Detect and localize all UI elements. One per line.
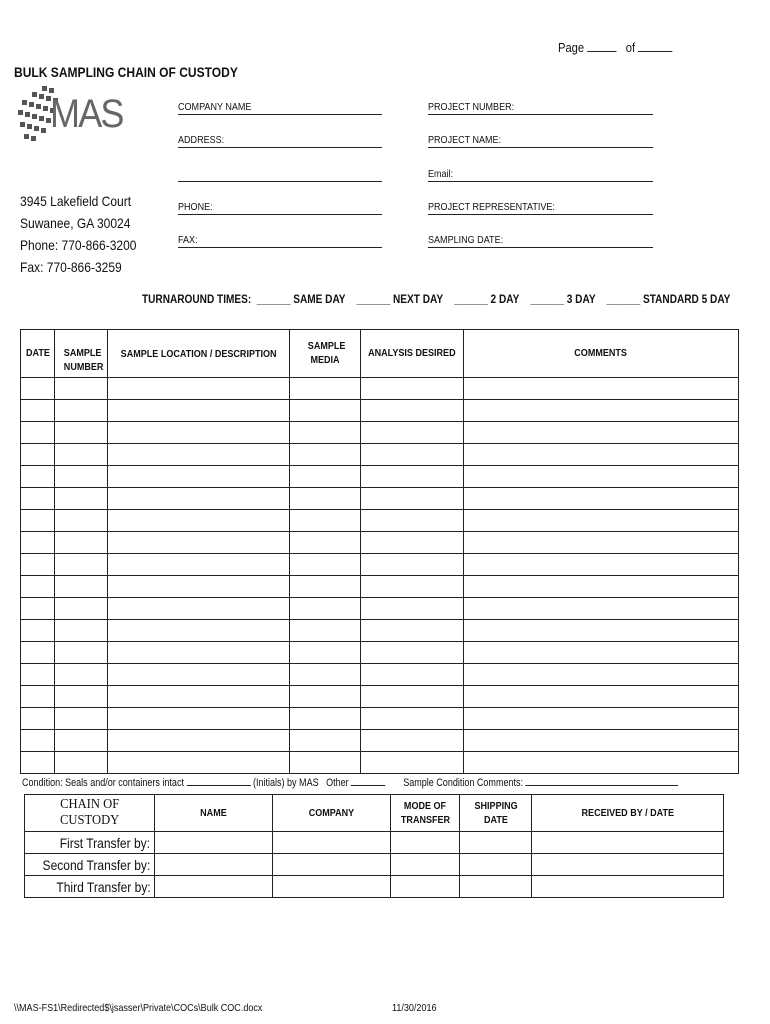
sample-cell-analysis[interactable] — [361, 576, 464, 598]
turnaround-2-day: 2 DAY — [490, 292, 520, 306]
header-analysis: ANALYSIS DESIRED — [361, 330, 464, 378]
form-title: BULK SAMPLING CHAIN OF CUSTODY — [14, 64, 238, 80]
sample-cell-analysis[interactable] — [361, 378, 464, 400]
sample-cell-sample-number[interactable] — [55, 752, 108, 774]
sample-cell-comments[interactable] — [463, 664, 738, 686]
sample-row — [21, 576, 739, 598]
sample-cell-media[interactable] — [290, 664, 361, 686]
sample-cell-comments[interactable] — [463, 488, 738, 510]
coc-second-name[interactable] — [155, 854, 273, 876]
sample-cell-sample-number[interactable] — [55, 708, 108, 730]
company-name-field[interactable] — [178, 96, 382, 115]
sample-cell-date[interactable] — [21, 642, 55, 664]
sample-row — [21, 378, 739, 400]
sample-cell-analysis[interactable] — [361, 466, 464, 488]
address-field[interactable] — [178, 129, 382, 148]
sample-row — [21, 642, 739, 664]
address-street: 3945 Lakefield Court — [20, 193, 132, 209]
coc-second-shipping[interactable] — [460, 854, 532, 876]
sample-row — [21, 422, 739, 444]
sample-cell-sample-number[interactable] — [55, 510, 108, 532]
sample-cell-comments[interactable] — [463, 686, 738, 708]
sample-cell-media[interactable] — [290, 708, 361, 730]
sample-cell-comments[interactable] — [463, 642, 738, 664]
sample-cell-analysis[interactable] — [361, 620, 464, 642]
coc-second-company[interactable] — [273, 854, 391, 876]
sample-cell-sample-number[interactable] — [55, 400, 108, 422]
sample-cell-comments[interactable] — [463, 510, 738, 532]
sample-cell-date[interactable] — [21, 466, 55, 488]
coc-first-shipping[interactable] — [460, 832, 532, 854]
sample-cell-sample-number[interactable] — [55, 378, 108, 400]
coc-third-shipping[interactable] — [460, 876, 532, 898]
sample-cell-media[interactable] — [290, 400, 361, 422]
footer-path: \\MAS-FS1\Redirected$\jsasser\Private\COCs\Bulk COC.docx — [14, 1002, 263, 1014]
sample-cell-analysis[interactable] — [361, 488, 464, 510]
sample-cell-sample-number[interactable] — [55, 576, 108, 598]
sample-cell-date[interactable] — [21, 510, 55, 532]
sample-cell-location[interactable] — [108, 686, 290, 708]
sample-cell-sample-number[interactable] — [55, 642, 108, 664]
sample-cell-media[interactable] — [290, 554, 361, 576]
sample-cell-comments[interactable] — [463, 576, 738, 598]
sample-cell-location[interactable] — [108, 510, 290, 532]
project-number-field[interactable] — [428, 96, 653, 115]
turnaround-3-day: 3 DAY — [566, 292, 596, 306]
sample-cell-location[interactable] — [108, 752, 290, 774]
sample-cell-media[interactable] — [290, 532, 361, 554]
coc-header-mode: MODE OF TRANSFER — [391, 795, 460, 832]
address-label: ADDRESS: — [178, 134, 225, 146]
sample-cell-media[interactable] — [290, 642, 361, 664]
sample-cell-sample-number[interactable] — [55, 730, 108, 752]
sample-cell-location[interactable] — [108, 378, 290, 400]
fax-label: FAX: — [178, 234, 198, 246]
fax-field[interactable] — [178, 229, 382, 248]
sample-cell-sample-number[interactable] — [55, 686, 108, 708]
sample-cell-date[interactable] — [21, 488, 55, 510]
coc-first-name[interactable] — [155, 832, 273, 854]
coc-row-second — [25, 854, 724, 876]
sample-cell-comments[interactable] — [463, 752, 738, 774]
sample-cell-date[interactable] — [21, 730, 55, 752]
sample-cell-media[interactable] — [290, 620, 361, 642]
sample-cell-analysis[interactable] — [361, 400, 464, 422]
sample-cell-comments[interactable] — [463, 730, 738, 752]
sample-cell-analysis[interactable] — [361, 598, 464, 620]
sample-cell-location[interactable] — [108, 466, 290, 488]
sample-cell-media[interactable] — [290, 466, 361, 488]
company-name-label: COMPANY NAME — [178, 101, 252, 113]
sample-cell-comments[interactable] — [463, 532, 738, 554]
sample-row — [21, 664, 739, 686]
coc-header-shipping: SHIPPING DATE — [460, 795, 532, 832]
coc-second-received[interactable] — [532, 854, 724, 876]
sample-cell-analysis[interactable] — [361, 664, 464, 686]
condition-initials-label: (Initials) by MAS — [252, 777, 319, 789]
sample-cell-location[interactable] — [108, 730, 290, 752]
sample-cell-location[interactable] — [108, 444, 290, 466]
sample-cell-analysis[interactable] — [361, 444, 464, 466]
sample-row — [21, 620, 739, 642]
coc-third-mode[interactable] — [391, 876, 460, 898]
turnaround-next-day: NEXT DAY — [393, 292, 443, 306]
project-name-field[interactable] — [428, 129, 653, 148]
sample-cell-location[interactable] — [108, 598, 290, 620]
sample-cell-comments[interactable] — [463, 444, 738, 466]
sample-row — [21, 488, 739, 510]
coc-first-company[interactable] — [273, 832, 391, 854]
sample-row — [21, 400, 739, 422]
sample-table-header — [21, 330, 739, 378]
sample-table — [20, 329, 739, 774]
turnaround-blank-3-day[interactable]: ______ — [530, 292, 564, 306]
coc-table — [24, 794, 724, 898]
coc-row-first — [25, 832, 724, 854]
sample-cell-date[interactable] — [21, 686, 55, 708]
sample-cell-analysis[interactable] — [361, 752, 464, 774]
page-total-blank[interactable] — [638, 41, 672, 52]
mas-logo — [14, 84, 123, 144]
address-phone: Phone: 770-866-3200 — [20, 237, 137, 253]
coc-second-label: Second Transfer by: — [25, 854, 155, 876]
project-name-label: PROJECT NAME: — [428, 134, 502, 146]
sample-cell-comments[interactable] — [463, 708, 738, 730]
sample-cell-media[interactable] — [290, 378, 361, 400]
sample-cell-location[interactable] — [108, 642, 290, 664]
sample-row — [21, 466, 739, 488]
header-comments: COMMENTS — [463, 330, 738, 378]
sample-cell-media[interactable] — [290, 686, 361, 708]
sample-cell-sample-number[interactable] — [55, 554, 108, 576]
sample-cell-media[interactable] — [290, 598, 361, 620]
sample-cell-analysis[interactable] — [361, 730, 464, 752]
sample-cell-analysis[interactable] — [361, 510, 464, 532]
condition-other-blank[interactable] — [351, 775, 385, 786]
address-line2-field[interactable] — [178, 163, 382, 182]
sample-cell-analysis[interactable] — [361, 532, 464, 554]
sample-cell-date[interactable] — [21, 378, 55, 400]
sampling-date-label: SAMPLING DATE: — [428, 234, 504, 246]
page-number-blank[interactable] — [587, 41, 616, 52]
coc-third-name[interactable] — [155, 876, 273, 898]
turnaround-blank-next-day[interactable]: ______ — [356, 292, 391, 306]
condition-seals-label: Condition: Seals and/or containers intact — [22, 777, 184, 789]
turnaround-standard: STANDARD 5 DAY — [643, 292, 731, 306]
of-label: of — [625, 40, 636, 55]
coc-header-name: NAME — [155, 795, 273, 832]
coc-title: CHAIN OF CUSTODY — [25, 795, 155, 832]
turnaround-row — [142, 292, 730, 306]
email-label: Email: — [428, 168, 454, 180]
sample-cell-location[interactable] — [108, 422, 290, 444]
phone-label: PHONE: — [178, 201, 213, 213]
sample-cell-comments[interactable] — [463, 554, 738, 576]
sample-cell-sample-number[interactable] — [55, 488, 108, 510]
sample-cell-analysis[interactable] — [361, 554, 464, 576]
sample-cell-location[interactable] — [108, 488, 290, 510]
sampling-date-field[interactable] — [428, 229, 653, 248]
sample-cell-location[interactable] — [108, 576, 290, 598]
address-city: Suwanee, GA 30024 — [20, 215, 131, 231]
sample-cell-media[interactable] — [290, 730, 361, 752]
turnaround-label: TURNAROUND TIMES: — [142, 292, 252, 306]
sample-cell-comments[interactable] — [463, 466, 738, 488]
sample-cell-date[interactable] — [21, 620, 55, 642]
coc-row-third — [25, 876, 724, 898]
sample-cell-media[interactable] — [290, 444, 361, 466]
sample-cell-comments[interactable] — [463, 620, 738, 642]
sample-cell-sample-number[interactable] — [55, 598, 108, 620]
header-location: SAMPLE LOCATION / DESCRIPTION — [108, 330, 290, 378]
header-date: DATE — [21, 330, 55, 378]
coc-third-received[interactable] — [532, 876, 724, 898]
sample-cell-location[interactable] — [108, 620, 290, 642]
sample-cell-sample-number[interactable] — [55, 664, 108, 686]
logo-text: MAS — [50, 92, 123, 136]
sample-cell-media[interactable] — [290, 488, 361, 510]
sample-cell-analysis[interactable] — [361, 642, 464, 664]
sample-cell-location[interactable] — [108, 708, 290, 730]
sample-cell-sample-number[interactable] — [55, 466, 108, 488]
sample-cell-comments[interactable] — [463, 400, 738, 422]
sample-cell-location[interactable] — [108, 664, 290, 686]
sample-cell-location[interactable] — [108, 554, 290, 576]
sample-row — [21, 510, 739, 532]
sample-cell-location[interactable] — [108, 532, 290, 554]
coc-second-mode[interactable] — [391, 854, 460, 876]
project-rep-label: PROJECT REPRESENTATIVE: — [428, 201, 555, 213]
sample-cell-analysis[interactable] — [361, 422, 464, 444]
sample-cell-sample-number[interactable] — [55, 444, 108, 466]
sample-row — [21, 686, 739, 708]
sample-cell-comments[interactable] — [463, 422, 738, 444]
sample-cell-media[interactable] — [290, 752, 361, 774]
sample-cell-analysis[interactable] — [361, 708, 464, 730]
page-counter — [558, 40, 673, 55]
page-label: Page — [558, 40, 585, 55]
footer-date: 11/30/2016 — [392, 1002, 437, 1014]
condition-seals-blank[interactable] — [186, 775, 250, 786]
coc-first-received[interactable] — [532, 832, 724, 854]
sample-cell-date[interactable] — [21, 598, 55, 620]
sample-cell-location[interactable] — [108, 400, 290, 422]
coc-header-received: RECEIVED BY / DATE — [532, 795, 724, 832]
header-media: SAMPLE MEDIA — [290, 330, 361, 378]
header-sample-number: SAMPLE NUMBER — [55, 330, 108, 378]
sample-cell-analysis[interactable] — [361, 686, 464, 708]
sample-cell-comments[interactable] — [463, 378, 738, 400]
address-fax: Fax: 770-866-3259 — [20, 259, 122, 275]
sample-cell-date[interactable] — [21, 664, 55, 686]
coc-first-mode[interactable] — [391, 832, 460, 854]
sample-cell-sample-number[interactable] — [55, 532, 108, 554]
sample-cell-sample-number[interactable] — [55, 422, 108, 444]
condition-other-label: Other — [326, 777, 349, 789]
phone-field[interactable] — [178, 196, 382, 215]
project-rep-field[interactable] — [428, 196, 653, 215]
sample-cell-comments[interactable] — [463, 598, 738, 620]
sample-cell-media[interactable] — [290, 576, 361, 598]
sample-cell-date[interactable] — [21, 752, 55, 774]
sample-comments-blank[interactable] — [526, 775, 679, 786]
sample-cell-date[interactable] — [21, 708, 55, 730]
sample-row — [21, 730, 739, 752]
sample-cell-date[interactable] — [21, 532, 55, 554]
turnaround-blank-same-day[interactable]: ______ — [256, 292, 291, 306]
coc-header-row — [25, 795, 724, 832]
sample-cell-date[interactable] — [21, 554, 55, 576]
sample-row — [21, 444, 739, 466]
sample-cell-date[interactable] — [21, 576, 55, 598]
sample-cell-date[interactable] — [21, 400, 55, 422]
condition-row — [22, 775, 678, 789]
sample-row — [21, 708, 739, 730]
coc-third-company[interactable] — [273, 876, 391, 898]
turnaround-same-day: SAME DAY — [293, 292, 346, 306]
project-number-label: PROJECT NUMBER: — [428, 101, 515, 113]
sample-cell-date[interactable] — [21, 444, 55, 466]
turnaround-blank-standard[interactable]: ______ — [606, 292, 641, 306]
sample-comments-label: Sample Condition Comments: — [403, 777, 524, 789]
sample-cell-date[interactable] — [21, 422, 55, 444]
coc-first-label: First Transfer by: — [25, 832, 155, 854]
company-address — [20, 190, 136, 278]
sample-cell-media[interactable] — [290, 422, 361, 444]
turnaround-blank-2-day[interactable]: ______ — [454, 292, 488, 306]
sample-row — [21, 554, 739, 576]
coc-header-company: COMPANY — [273, 795, 391, 832]
sample-row — [21, 598, 739, 620]
sample-row — [21, 532, 739, 554]
coc-third-label: Third Transfer by: — [25, 876, 155, 898]
sample-cell-media[interactable] — [290, 510, 361, 532]
email-field[interactable] — [428, 163, 653, 182]
sample-cell-sample-number[interactable] — [55, 620, 108, 642]
sample-row — [21, 752, 739, 774]
